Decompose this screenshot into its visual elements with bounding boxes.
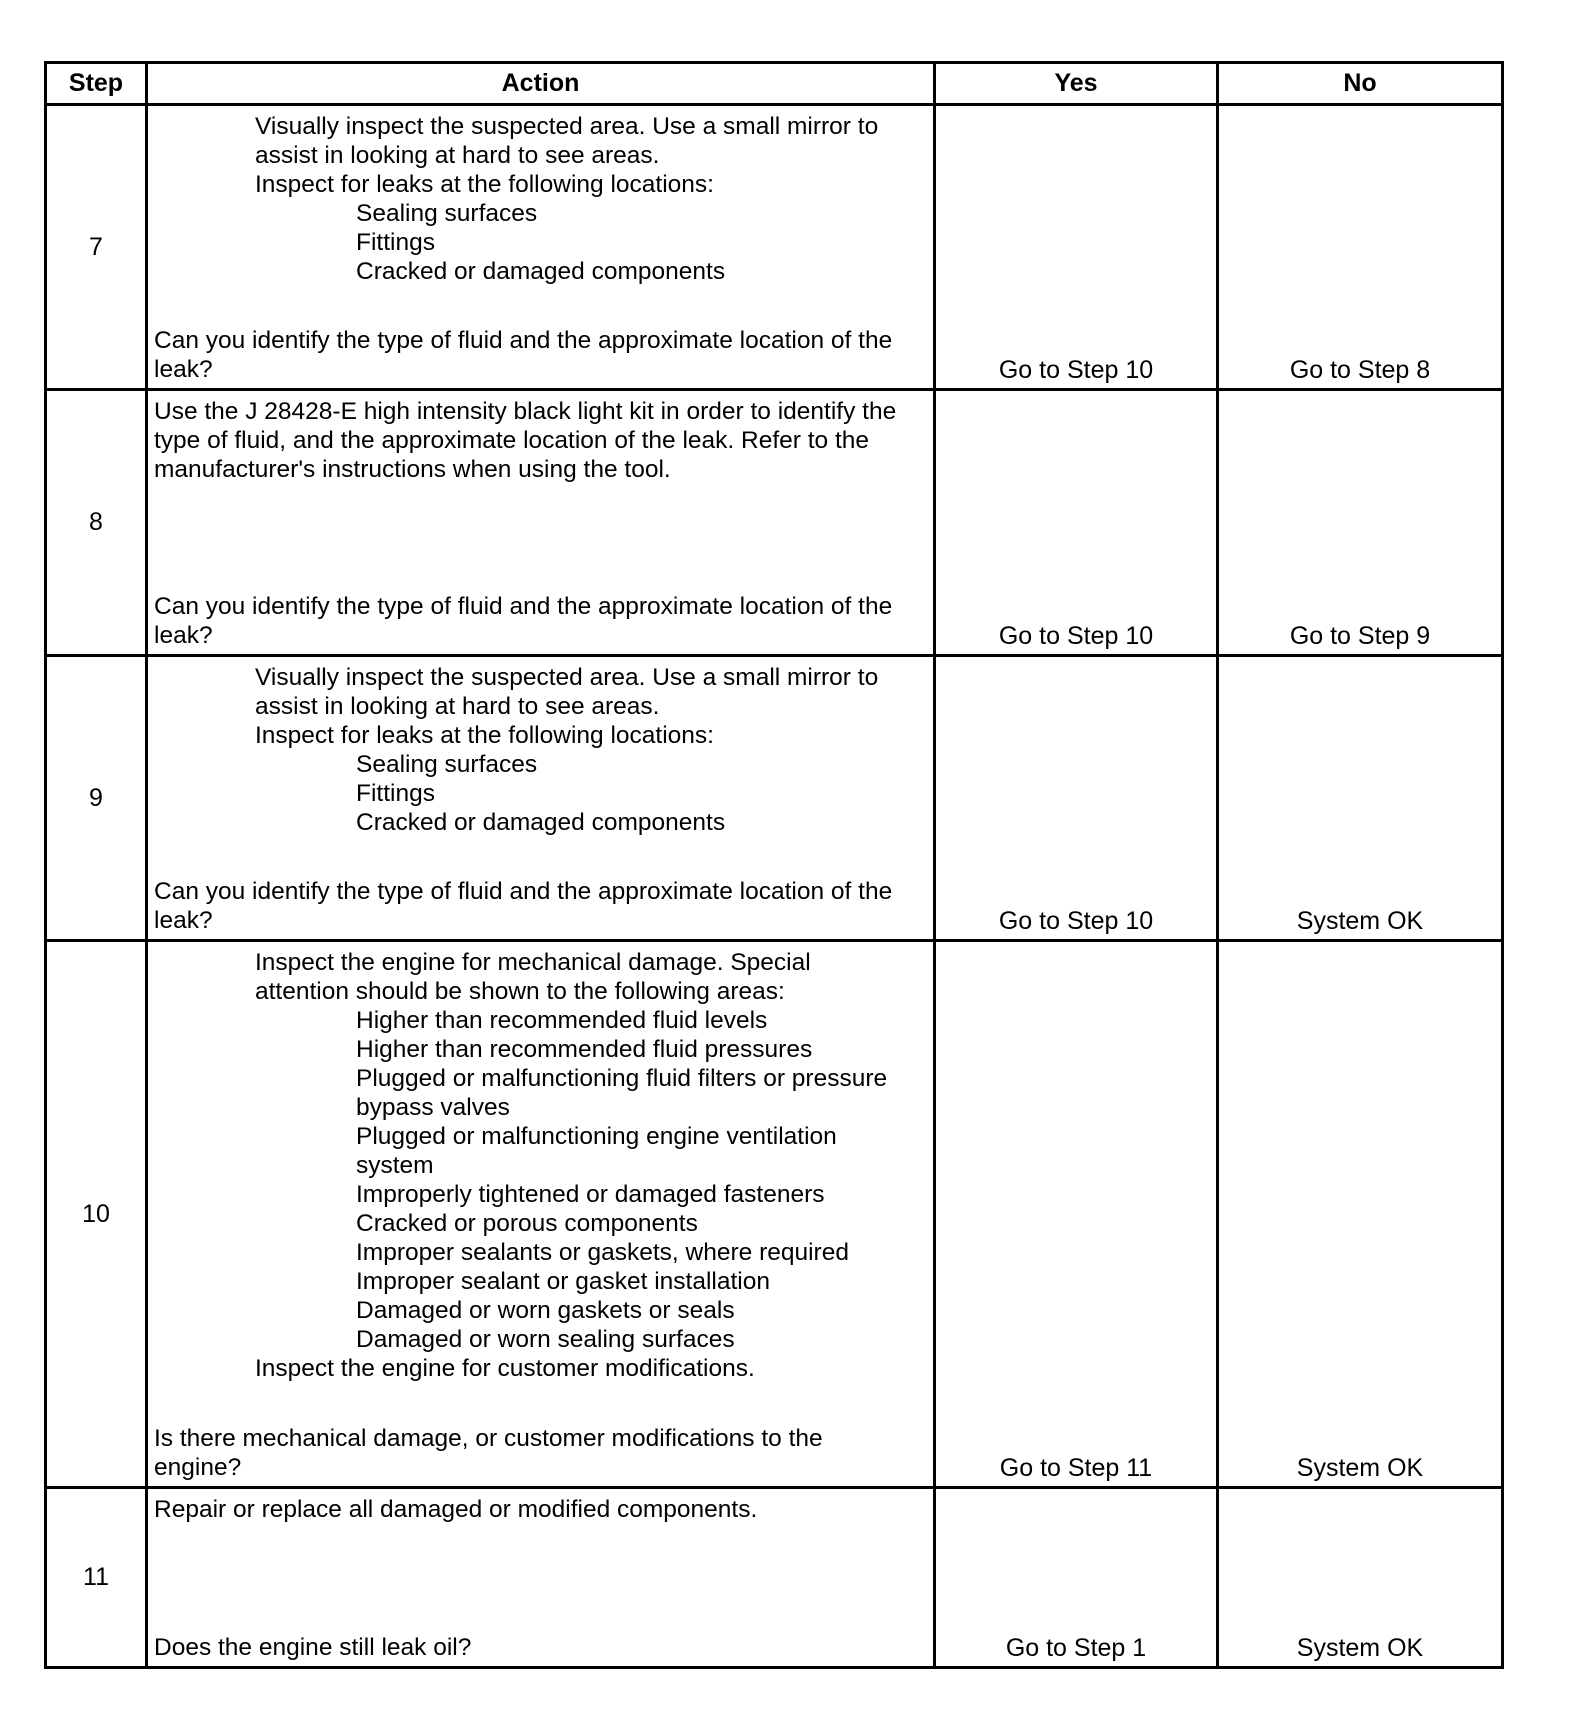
action-line: Cracked or damaged components <box>356 258 726 285</box>
action-line: Inspect for leaks at the following locations: <box>255 171 714 198</box>
action-line: Inspect for leaks at the following locations: <box>255 722 714 749</box>
action-line: Sealing surfaces <box>356 200 538 227</box>
table-row <box>46 656 1503 941</box>
action-cell <box>147 390 935 656</box>
action-question <box>154 592 929 650</box>
action-text <box>154 1495 929 1524</box>
action-line: type of fluid, and the approximate location of the leak. Refer to the <box>154 427 870 454</box>
action-line: manufacturer's instructions when using the tool. <box>154 456 671 483</box>
no-result: Go to Step 9 <box>1218 390 1503 656</box>
action-question <box>154 326 929 384</box>
table-row <box>46 941 1503 1488</box>
question-line: Can you identify the type of fluid and the approximate location of the <box>154 327 893 354</box>
action-text <box>154 112 929 286</box>
action-line: Visually inspect the suspected area. Use a small mirror to <box>255 664 879 691</box>
action-line: Improperly tightened or damaged fasteners <box>356 1181 825 1208</box>
action-cell <box>147 941 935 1488</box>
action-line: Higher than recommended fluid levels <box>356 1007 768 1034</box>
step-number: 7 <box>46 105 147 390</box>
question-line: leak? <box>154 356 213 383</box>
yes-result: Go to Step 10 <box>935 105 1218 390</box>
no-result: Go to Step 8 <box>1218 105 1503 390</box>
action-cell <box>147 1488 935 1668</box>
no-result: System OK <box>1218 1488 1503 1668</box>
action-line: Damaged or worn gaskets or seals <box>356 1297 735 1324</box>
step-number: 11 <box>46 1488 147 1668</box>
header-row <box>46 63 1503 105</box>
yes-result: Go to Step 1 <box>935 1488 1218 1668</box>
action-line: Plugged or malfunctioning engine ventilation <box>356 1123 837 1150</box>
action-line: assist in looking at hard to see areas. <box>255 142 660 169</box>
question-line: engine? <box>154 1454 242 1481</box>
header-step: Step <box>46 63 147 105</box>
action-cell <box>147 105 935 390</box>
action-question <box>154 1424 929 1482</box>
action-line: Inspect the engine for mechanical damage. Special <box>255 949 811 976</box>
yes-result: Go to Step 11 <box>935 941 1218 1488</box>
question-line: Does the engine still leak oil? <box>154 1634 472 1661</box>
question-line: leak? <box>154 622 213 649</box>
action-line: system <box>356 1152 434 1179</box>
action-text <box>154 948 929 1383</box>
question-line: Can you identify the type of fluid and the approximate location of the <box>154 878 893 905</box>
action-text <box>154 663 929 837</box>
question-line: leak? <box>154 907 213 934</box>
action-line: Repair or replace all damaged or modified components. <box>154 1496 758 1523</box>
yes-result: Go to Step 10 <box>935 656 1218 941</box>
action-line: Improper sealants or gaskets, where required <box>356 1239 849 1266</box>
step-number: 9 <box>46 656 147 941</box>
action-line: Fittings <box>356 229 435 256</box>
action-line: Improper sealant or gasket installation <box>356 1268 770 1295</box>
action-line: Damaged or worn sealing surfaces <box>356 1326 735 1353</box>
header-no: No <box>1218 63 1503 105</box>
no-result: System OK <box>1218 941 1503 1488</box>
action-line: Higher than recommended fluid pressures <box>356 1036 813 1063</box>
question-line: Is there mechanical damage, or customer modifications to the <box>154 1425 823 1452</box>
action-line: attention should be shown to the following areas: <box>255 978 785 1005</box>
table-row <box>46 1488 1503 1668</box>
step-number: 8 <box>46 390 147 656</box>
table-row <box>46 105 1503 390</box>
action-line: Inspect the engine for customer modifications. <box>255 1355 755 1382</box>
action-line: Cracked or porous components <box>356 1210 698 1237</box>
header-action: Action <box>147 63 935 105</box>
action-line: Fittings <box>356 780 435 807</box>
question-line: Can you identify the type of fluid and the approximate location of the <box>154 593 893 620</box>
action-line: bypass valves <box>356 1094 510 1121</box>
yes-result: Go to Step 10 <box>935 390 1218 656</box>
action-question <box>154 1633 929 1662</box>
action-line: Sealing surfaces <box>356 751 538 778</box>
action-text <box>154 397 929 484</box>
action-line: assist in looking at hard to see areas. <box>255 693 660 720</box>
header-yes: Yes <box>935 63 1218 105</box>
action-line: Use the J 28428-E high intensity black light kit in order to identify the <box>154 398 897 425</box>
action-cell <box>147 656 935 941</box>
action-line: Cracked or damaged components <box>356 809 726 836</box>
step-number: 10 <box>46 941 147 1488</box>
action-line: Visually inspect the suspected area. Use a small mirror to <box>255 113 879 140</box>
action-question <box>154 877 929 935</box>
action-line: Plugged or malfunctioning fluid filters or pressure <box>356 1065 888 1092</box>
table-row <box>46 390 1503 656</box>
diagnostic-table <box>44 61 1504 1669</box>
no-result: System OK <box>1218 656 1503 941</box>
